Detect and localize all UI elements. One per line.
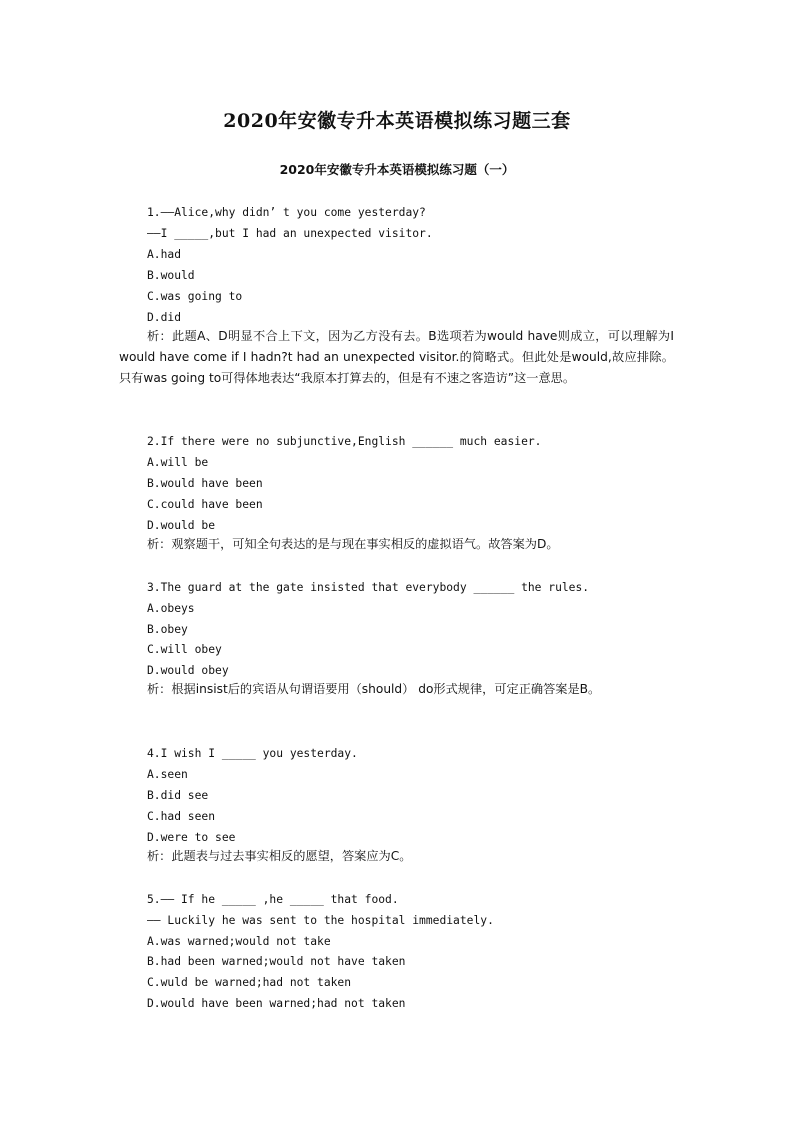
question-stem: 5.—— If he _____ ,he _____ that food. <box>147 893 399 906</box>
option-c: C.will obey <box>147 643 222 656</box>
option-c: C.was going to <box>147 290 243 303</box>
option-b: B.would <box>147 269 195 282</box>
option-a: A.obeys <box>147 602 195 615</box>
question-stem: 2.If there were no subjunctive,English ______ much easier. <box>147 435 542 448</box>
option-c: C.had seen <box>147 810 216 823</box>
document-title: 2020年安徽专升本英语模拟练习题三套 <box>223 110 571 132</box>
question-stem: 1.——Alice,why didn’ t you come yesterday? <box>147 206 426 219</box>
section-title: 2020年安徽专升本英语模拟练习题（一） <box>279 162 515 177</box>
option-b: B.would have been <box>147 477 263 490</box>
analysis-text: 析：此题A、D明显不合上下文，因为乙方没有去。B选项若为would have则成立，可以理解为I would have come if I hadn?t had an unexpected visitor.的简略式。但此处是would,故应排除。只有was going to可得体地表达“我原本打算去的，但是有不速之客造访”这一意思。 <box>119 329 674 385</box>
option-b: B.did see <box>147 789 209 802</box>
option-c: C.could have been <box>147 498 263 511</box>
option-c: C.wuld be warned;had not taken <box>147 976 352 989</box>
option-d: D.would be <box>147 519 216 532</box>
option-a: A.had <box>147 248 182 261</box>
option-d: D.would have been warned;had not taken <box>147 997 406 1010</box>
analysis-text: 析：此题表与过去事实相反的愿望，答案应为C。 <box>147 849 412 863</box>
option-d: D.would obey <box>147 664 229 677</box>
question-stem: 4.I wish I _____ you yesterday. <box>147 747 358 760</box>
option-a: A.seen <box>147 768 188 781</box>
option-d: D.did <box>147 311 182 324</box>
analysis-text: 析：观察题干，可知全句表达的是与现在事实相反的虚拟语气。故答案为D。 <box>147 537 559 551</box>
question-stem: —— Luckily he was sent to the hospital immediately. <box>147 914 494 927</box>
option-b: B.obey <box>147 623 188 636</box>
analysis-text: 析：根据insist后的宾语从句谓语要用（should） do形式规律，可定正确答案是B。 <box>147 682 601 696</box>
option-a: A.was warned;would not take <box>147 935 331 948</box>
question-stem: 3.The guard at the gate insisted that everybody ______ the rules. <box>147 581 590 594</box>
option-d: D.were to see <box>147 831 236 844</box>
option-a: A.will be <box>147 456 209 469</box>
question-stem: ——I _____,but I had an unexpected visitor. <box>147 227 433 240</box>
option-b: B.had been warned;would not have taken <box>147 955 406 968</box>
